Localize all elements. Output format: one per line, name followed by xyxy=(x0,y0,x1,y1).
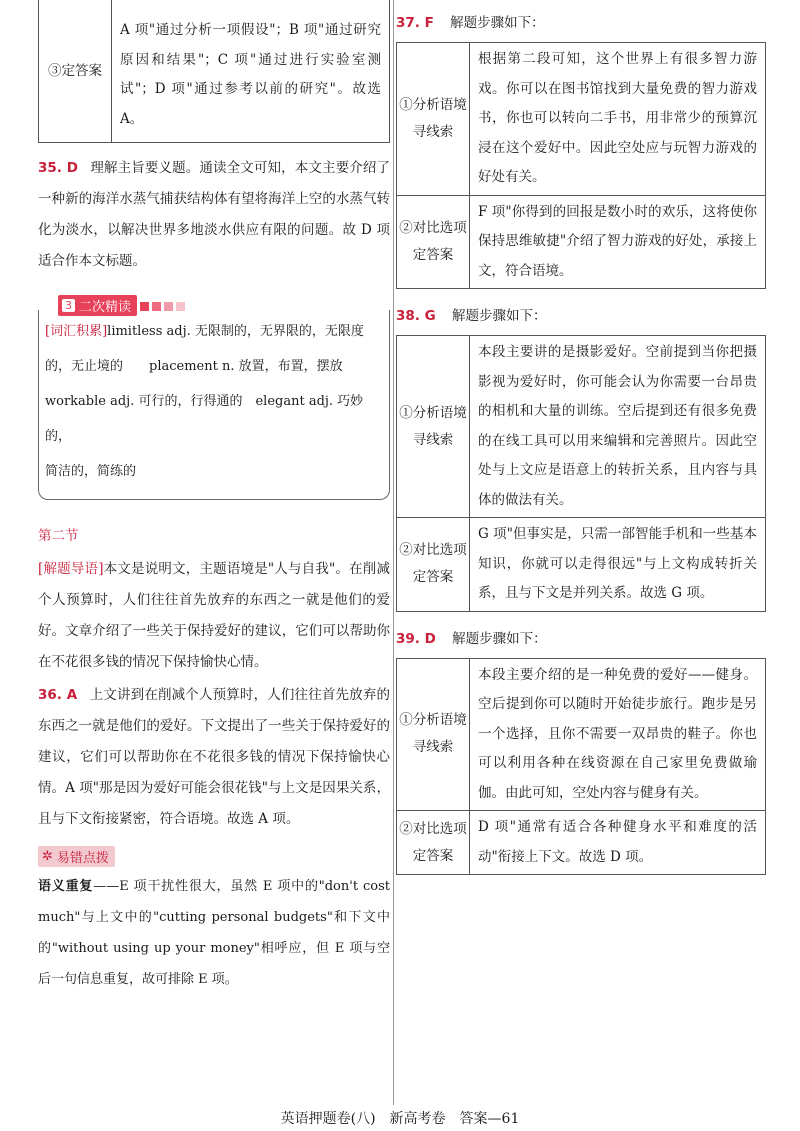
q38-step-table xyxy=(396,335,766,612)
step-text: A 项"通过分析一项假设"；B 项"通过研究原因和结果"；C 项"通过进行实验室测试"；D 项"通过参考以前的研究"。故选 A。 xyxy=(112,0,390,143)
step-label: ②对比选项定答案 xyxy=(397,811,470,875)
step-label: ①分析语境寻线索 xyxy=(397,336,470,518)
question-number: 39. D xyxy=(396,630,436,647)
question-number: 36. A xyxy=(38,687,78,703)
error-tip xyxy=(38,845,390,995)
decorative-squares xyxy=(137,296,185,315)
reread-badge xyxy=(58,295,137,316)
q39-step-table xyxy=(396,658,766,876)
question-number: 35. D xyxy=(38,160,78,176)
step-text: G 项"但事实是，只需一部智能手机和一些基本知识，你就可以走得很远"与上文构成转折关系，且与下文是并列关系。故选 G 项。 xyxy=(470,518,766,612)
vocab-line: [词汇积累]limitless adj. 无限制的，无界限的，无限度 xyxy=(45,324,364,339)
left-column xyxy=(38,0,390,995)
q37-step-table xyxy=(396,42,766,289)
table-row xyxy=(397,811,766,875)
question-number: 37. F xyxy=(396,15,434,31)
answer-text: 上文讲到在削减个人预算时，人们往往首先放弃的东西之一就是他们的爱好。下文提出了一些关于保持爱好的建议，它们可以帮助你在不花很多钱的情况下保持愉快心情。A 项"那是因为爱好可能会很花钱"与上文是因果关系，且与下文衔接紧密，符合语境。故选 A 项。 xyxy=(38,687,390,827)
step-label: ②对比选项定答案 xyxy=(397,518,470,612)
vocab-line: workable adj. 可行的，行得通的 elegant adj. 巧妙的， xyxy=(45,394,364,444)
column-divider xyxy=(393,0,394,1105)
step-label: ①分析语境寻线索 xyxy=(397,43,470,196)
guide-text: 本文是说明文，主题语境是"人与自我"。在削减个人预算时，人们往往首先放弃的东西之一就是他们的爱好。文章介绍了一些关于保持爱好的建议，它们可以帮助你在不花很多钱的情况下保持愉快心情。 xyxy=(38,561,390,670)
section-2 xyxy=(38,522,390,678)
error-tip-label: 易错点拨 xyxy=(56,851,109,866)
vocab-line: 的，无止境的 placement n. 放置，布置，摆放 xyxy=(45,359,343,374)
badge-label: 二次精读 xyxy=(79,300,132,315)
reread-box xyxy=(38,295,390,500)
badge-number: 3 xyxy=(62,299,75,312)
question-number: 38. G xyxy=(396,308,436,324)
tip-icon: ✲ xyxy=(42,849,53,864)
section-title: 第二节 xyxy=(38,528,79,544)
step-label: ①分析语境寻线索 xyxy=(397,658,470,811)
step-text: F 项"你得到的回报是数小时的欢乐，这将使你保持思维敏捷"介绍了智力游戏的好处，承接上文，符合语境。 xyxy=(470,195,766,289)
reread-body xyxy=(38,310,390,500)
right-column xyxy=(396,0,766,875)
table-row xyxy=(397,336,766,518)
step-label: ③定答案 xyxy=(39,0,112,143)
tip-keyword: 语义重复 xyxy=(38,879,94,894)
step-text: 本段主要介绍的是一种免费的爱好——健身。空后提到你可以随时开始徒步旅行。跑步是另一个选择，且你不需要一双昂贵的鞋子。你也可以利用各种在线资源在自己家里免费做瑜伽。由此可知，空处内容与健身有关。 xyxy=(470,658,766,811)
step-label: ②对比选项定答案 xyxy=(397,195,470,289)
vocab-tag: [词汇积累] xyxy=(45,324,108,339)
table-row xyxy=(397,43,766,196)
page-footer: 英语押题卷(八) 新高考卷 答案—61 xyxy=(280,1111,520,1127)
tip-text: ——E 项干扰性很大，虽然 E 项中的"don't cost much"与上文中的"cutting personal budgets"和下文中的"without using up your money"相呼应，但 E 项与空后一句信息重复，故可排除 E 项。 xyxy=(38,879,390,987)
step-text: 根据第二段可知，这个世界上有很多智力游戏。你可以在图书馆找到大量免费的智力游戏书，你也可以转向二手书，用非常少的预算沉浸在这个爱好中。因此空处应与玩智力游戏的好处有关。 xyxy=(470,43,766,196)
table-row xyxy=(397,518,766,612)
vocab-line: 简洁的，简练的 xyxy=(45,464,137,479)
q37-head: 37. F 解题步骤如下： xyxy=(396,15,545,31)
step-text: D 项"通常有适合各种健身水平和难度的活动"衔接上下文。故选 D 项。 xyxy=(470,811,766,875)
answer-text: 理解主旨要义题。通读全文可知，本文主要介绍了一种新的海洋水蒸气捕获结构体有望将海洋上空的水蒸气转化为淡水，以解决世界多地淡水供应有限的问题。故 D 项适合作本文标题。 xyxy=(38,160,390,269)
table-row xyxy=(397,195,766,289)
q38-head: 38. G 解题步骤如下： xyxy=(396,308,547,324)
error-tip-badge xyxy=(38,846,115,867)
q39-head: 39. D 解题步骤如下： xyxy=(396,630,547,647)
q35-block xyxy=(38,153,390,277)
guide-tag: [解题导语] xyxy=(38,561,104,577)
table-row xyxy=(397,658,766,811)
q34-step-table xyxy=(38,0,390,143)
q36-block xyxy=(38,680,390,835)
step-text: 本段主要讲的是摄影爱好。空前提到当你把摄影视为爱好时，你可能会认为你需要一台昂贵的相机和大量的训练。空后提到还有很多免费的在线工具可以用来编辑和完善照片。因此空处与上文应是语意上的转折关系，且内容与具体的做法有关。 xyxy=(470,336,766,518)
